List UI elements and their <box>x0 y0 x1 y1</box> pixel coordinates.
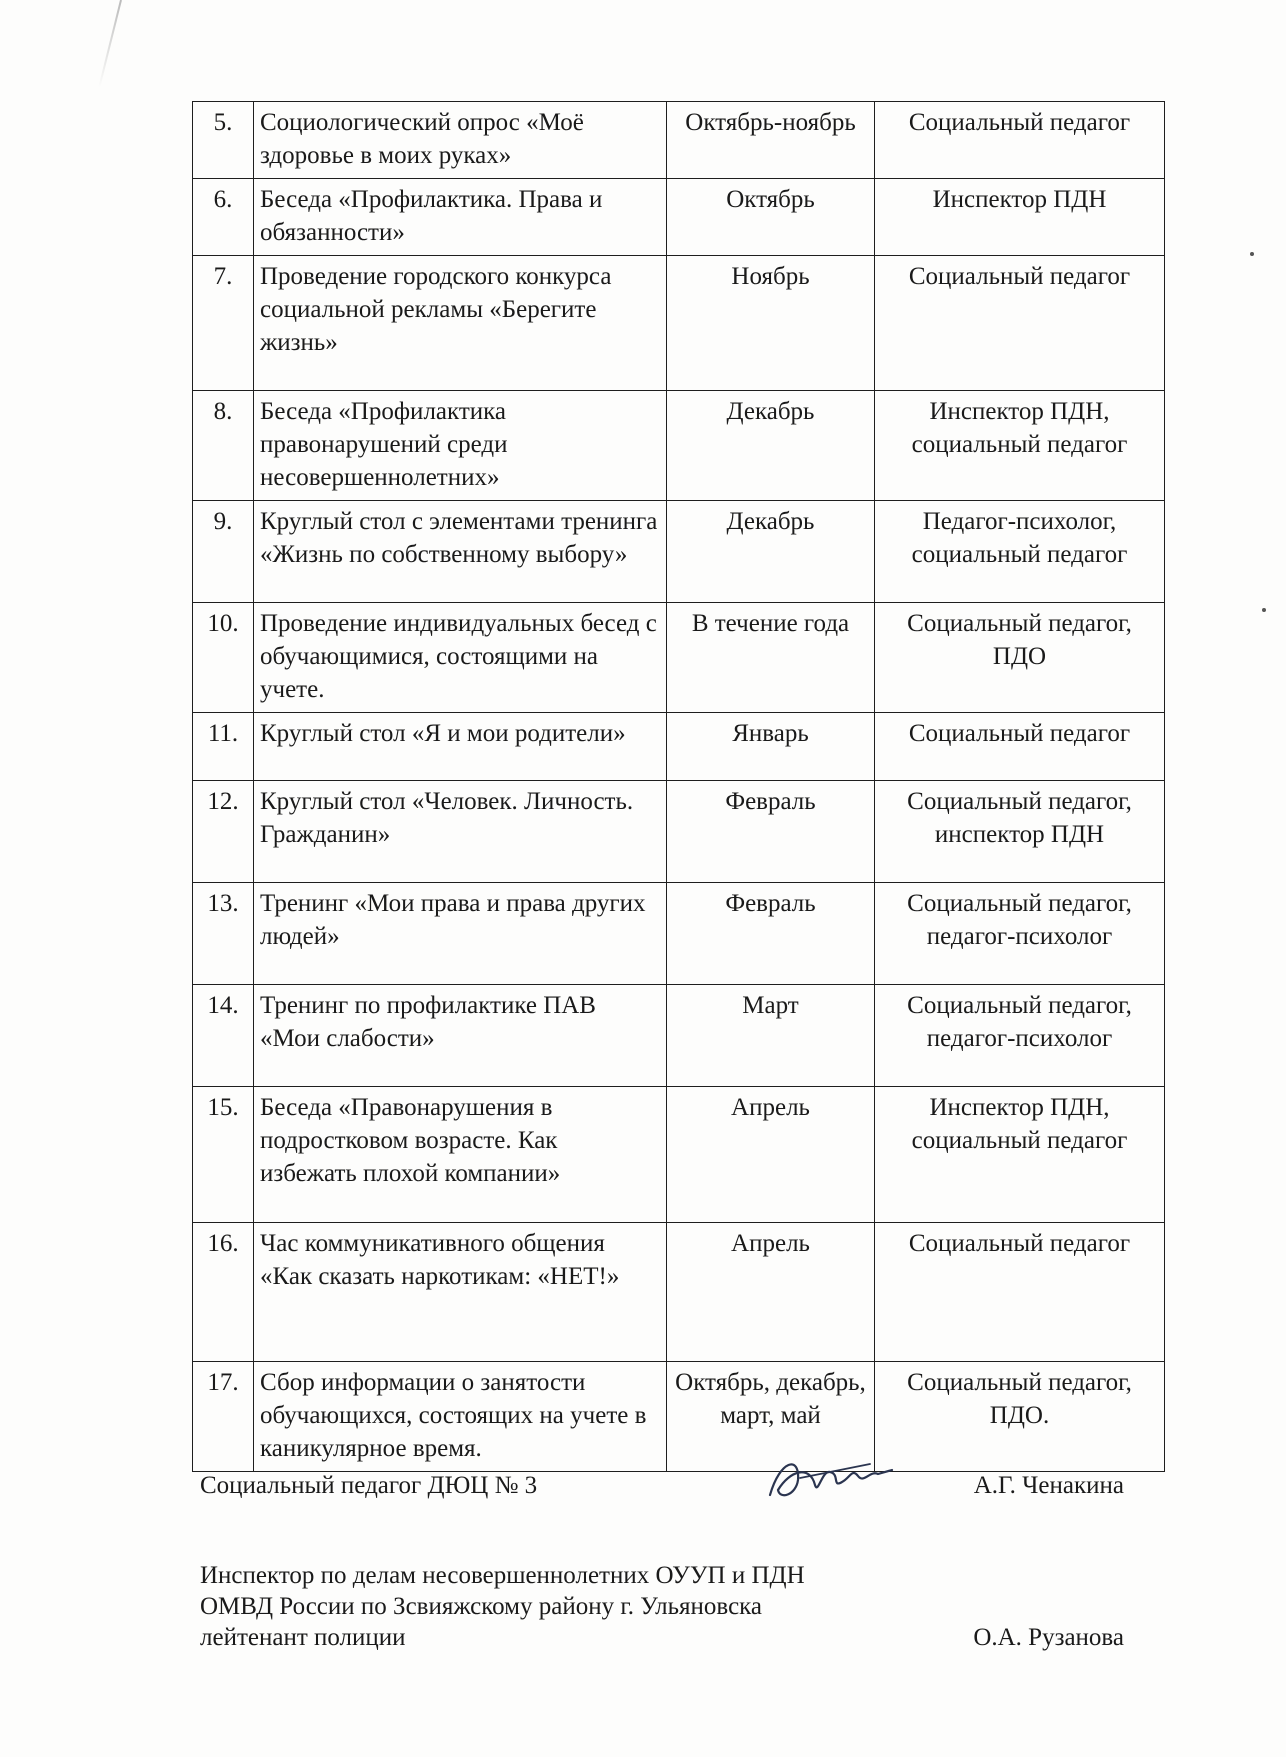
responsible-cell: Инспектор ПДН <box>875 179 1165 256</box>
inspector-title-line-2: ОМВД России по Зсвияжскому району г. Ульяновска <box>200 1593 763 1620</box>
date-cell: Март <box>667 985 875 1087</box>
event-cell: Проведение городского конкурса социальной рекламы «Берегите жизнь» <box>254 256 667 391</box>
pedagog-title: Социальный педагог ДЮЦ № 3 <box>200 1472 538 1499</box>
handwritten-signature <box>760 1450 900 1510</box>
responsible-cell: Социальный педагог, педагог-психолог <box>875 883 1165 985</box>
date-cell: В течение года <box>667 603 875 713</box>
responsible-cell: Социальный педагог, ПДО. <box>875 1362 1165 1472</box>
event-cell: Беседа «Профилактика. Права и обязанности» <box>254 179 667 256</box>
scan-speck <box>1262 608 1266 612</box>
table-row <box>193 256 1165 391</box>
row-number: 9. <box>193 501 254 603</box>
responsible-cell: Социальный педагог <box>875 256 1165 391</box>
row-number: 16. <box>193 1223 254 1362</box>
date-cell: Октябрь, декабрь, март, май <box>667 1362 875 1472</box>
pedagog-signature-line <box>200 1470 1160 1510</box>
date-cell: Февраль <box>667 883 875 985</box>
table-row <box>193 179 1165 256</box>
responsible-cell: Инспектор ПДН, социальный педагог <box>875 1087 1165 1223</box>
paper-fold-mark <box>98 0 122 88</box>
date-cell: Ноябрь <box>667 256 875 391</box>
date-cell: Декабрь <box>667 391 875 501</box>
responsible-cell: Социальный педагог <box>875 1223 1165 1362</box>
row-number: 6. <box>193 179 254 256</box>
date-cell: Январь <box>667 713 875 781</box>
event-cell: Проведение индивидуальных бесед с обучающимися, состоящими на учете. <box>254 603 667 713</box>
date-cell: Февраль <box>667 781 875 883</box>
row-number: 7. <box>193 256 254 391</box>
table-row <box>193 391 1165 501</box>
table-row <box>193 883 1165 985</box>
event-cell: Тренинг «Мои права и права других людей» <box>254 883 667 985</box>
row-number: 15. <box>193 1087 254 1223</box>
table-row <box>193 1087 1165 1223</box>
row-number: 12. <box>193 781 254 883</box>
table-row <box>193 713 1165 781</box>
inspector-name: О.А. Рузанова <box>973 1624 1124 1651</box>
table-row <box>193 781 1165 883</box>
inspector-title-line-1: Инспектор по делам несовершеннолетних ОУУП и ПДН <box>200 1562 805 1589</box>
row-number: 14. <box>193 985 254 1087</box>
responsible-cell: Социальный педагог, ПДО <box>875 603 1165 713</box>
row-number: 10. <box>193 603 254 713</box>
table-row <box>193 985 1165 1087</box>
responsible-cell: Педагог-психолог, социальный педагог <box>875 501 1165 603</box>
event-cell: Социологический опрос «Моё здоровье в моих руках» <box>254 102 667 179</box>
responsible-cell: Социальный педагог <box>875 713 1165 781</box>
inspector-title-line-3: лейтенант полиции <box>200 1624 406 1651</box>
responsible-cell: Социальный педагог, инспектор ПДН <box>875 781 1165 883</box>
pedagog-name: А.Г. Ченакина <box>973 1472 1124 1499</box>
inspector-signature-block <box>200 1560 1160 1660</box>
scan-speck <box>1250 252 1254 256</box>
table-row <box>193 1362 1165 1472</box>
event-cell: Круглый стол «Человек. Личность. Гражданин» <box>254 781 667 883</box>
table-row <box>193 102 1165 179</box>
event-cell: Беседа «Правонарушения в подростковом возрасте. Как избежать плохой компании» <box>254 1087 667 1223</box>
row-number: 8. <box>193 391 254 501</box>
event-cell: Круглый стол с элементами тренинга «Жизнь по собственному выбору» <box>254 501 667 603</box>
event-plan-table <box>192 101 1165 1472</box>
event-cell: Беседа «Профилактика правонарушений среди несовершеннолетних» <box>254 391 667 501</box>
row-number: 17. <box>193 1362 254 1472</box>
event-cell: Круглый стол «Я и мои родители» <box>254 713 667 781</box>
date-cell: Апрель <box>667 1087 875 1223</box>
date-cell: Октябрь <box>667 179 875 256</box>
table-row <box>193 1223 1165 1362</box>
event-cell: Сбор информации о занятости обучающихся, состоящих на учете в каникулярное время. <box>254 1362 667 1472</box>
responsible-cell: Инспектор ПДН, социальный педагог <box>875 391 1165 501</box>
event-cell: Тренинг по профилактике ПАВ «Мои слабости» <box>254 985 667 1087</box>
row-number: 5. <box>193 102 254 179</box>
responsible-cell: Социальный педагог, педагог-психолог <box>875 985 1165 1087</box>
date-cell: Октябрь-ноябрь <box>667 102 875 179</box>
event-cell: Час коммуникативного общения «Как сказать наркотикам: «НЕТ!» <box>254 1223 667 1362</box>
row-number: 13. <box>193 883 254 985</box>
table-row <box>193 603 1165 713</box>
row-number: 11. <box>193 713 254 781</box>
responsible-cell: Социальный педагог <box>875 102 1165 179</box>
table-row <box>193 501 1165 603</box>
date-cell: Декабрь <box>667 501 875 603</box>
date-cell: Апрель <box>667 1223 875 1362</box>
